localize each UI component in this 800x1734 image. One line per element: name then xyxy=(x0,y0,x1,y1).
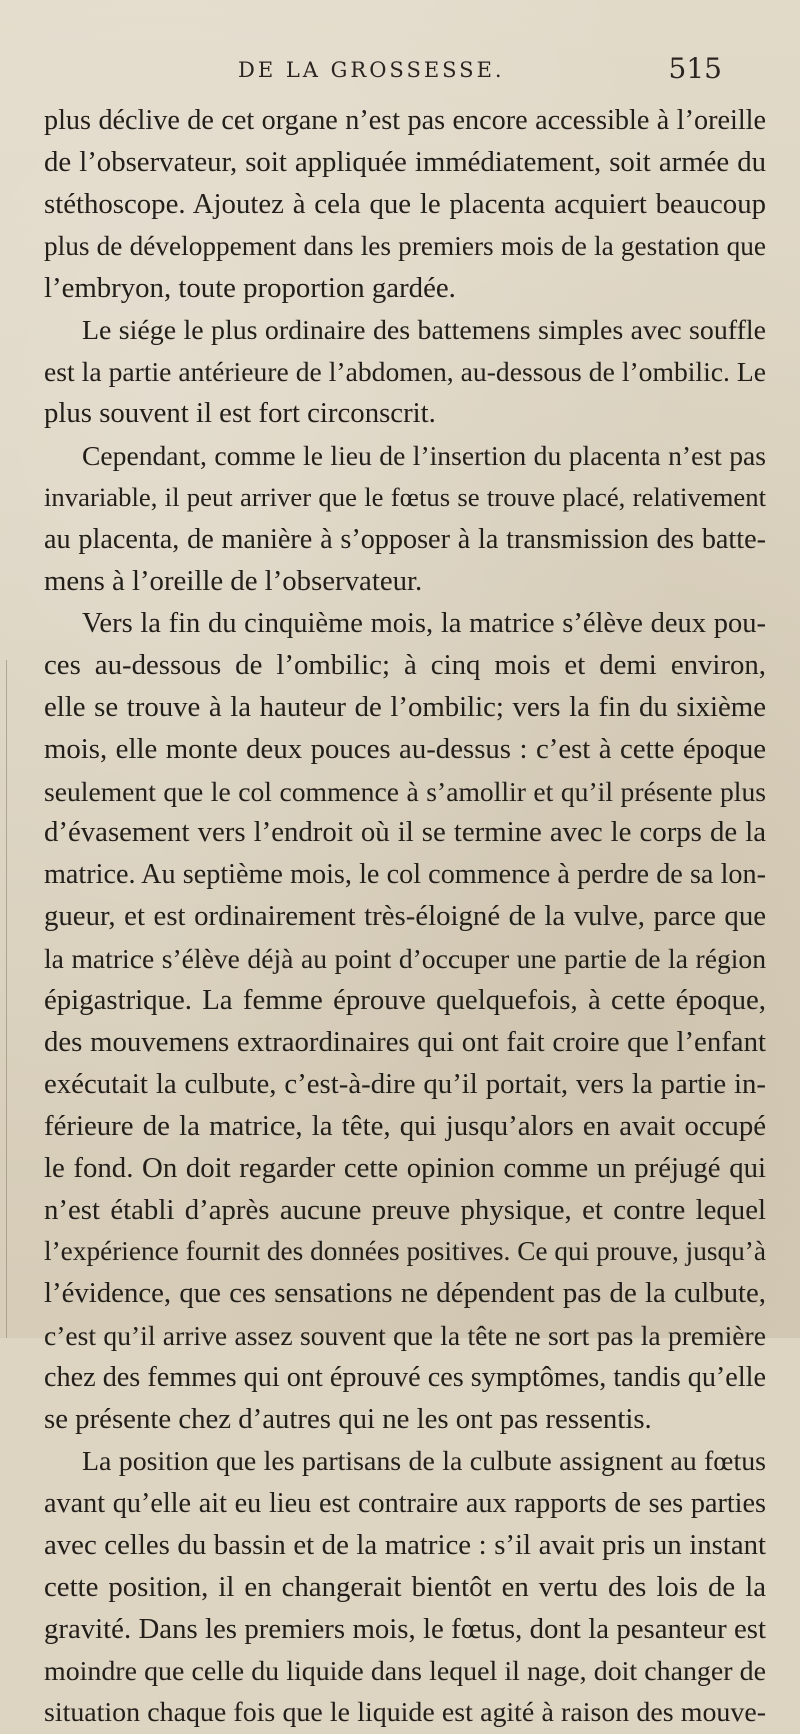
text-line: n’est établi d’après aucune preuve physique, et contre lequel xyxy=(44,1193,766,1226)
text-line: le fond. On doit regarder cette opinion comme un préjugé qui xyxy=(44,1151,766,1184)
text-line: Cependant, comme le lieu de l’insertion du placenta n’est pas xyxy=(82,440,766,472)
text-line: gueur, et est ordinairement très-éloigné de la vulve, parce que xyxy=(44,900,766,933)
text-line: La position que les partisans de la culbute assignent au fœtus xyxy=(82,1446,766,1477)
text-line: férieure de la matrice, la tête, qui jusqu’alors en avait occupé xyxy=(44,1109,766,1142)
text-line: Le siége le plus ordinaire des battemens simples avec souffle xyxy=(82,314,766,346)
text-line: seulement que le col commence à s’amollir et qu’il présente plus xyxy=(44,775,766,807)
text-line: elle se trouve à la hauteur de l’ombilic; vers la fin du sixième xyxy=(44,690,766,723)
text-line: Vers la fin du cinquième mois, la matrice s’élève deux pou- xyxy=(82,607,766,639)
text-line: au placenta, de manière à s’opposer à la transmission des batte- xyxy=(44,524,766,556)
body-text xyxy=(44,100,766,1734)
text-line: de l’observateur, soit appliquée immédiatement, soit armée du xyxy=(44,145,766,178)
text-line: des mouvemens extraordinaires qui ont fait croire que l’enfant xyxy=(44,1025,766,1058)
text-line: d’évasement vers l’endroit où il se termine avec le corps de la xyxy=(44,816,766,849)
text-line: plus souvent il est fort circonscrit. xyxy=(44,397,436,430)
text-line: chez des femmes qui ont éprouvé ces symptômes, tandis qu’elle xyxy=(44,1362,766,1394)
text-line: exécutait la culbute, c’est-à-dire qu’il portait, vers la partie in- xyxy=(44,1067,766,1100)
page-edge xyxy=(0,660,7,1338)
page-header xyxy=(0,52,800,92)
text-line: l’embryon, toute proportion gardée. xyxy=(44,271,456,304)
text-line: l’évidence, que ces sensations ne dépendent pas de la culbute, xyxy=(44,1277,766,1310)
text-line: avant qu’elle ait eu lieu est contraire aux rapports de ses parties xyxy=(44,1487,766,1519)
text-line: mens à l’oreille de l’observateur. xyxy=(44,564,423,597)
page-number: 515 xyxy=(668,52,722,85)
text-line: moindre que celle du liquide dans lequel il nage, doit changer de xyxy=(44,1655,766,1687)
text-line: situation chaque fois que le liquide est agité à raison des mouve- xyxy=(44,1697,766,1729)
text-line: se présente chez d’autres qui ne les ont pas ressentis. xyxy=(44,1403,652,1436)
text-line: l’expérience fournit des données positives. Ce qui prouve, jusqu’à xyxy=(44,1236,766,1267)
text-line: gravité. Dans les premiers mois, le fœtus, dont la pesanteur est xyxy=(44,1612,766,1645)
text-line: plus déclive de cet organe n’est pas encore accessible à l’oreille xyxy=(44,105,766,136)
text-line: est la partie antérieure de l’abdomen, au-dessous de l’ombilic. Le xyxy=(44,356,766,388)
text-line: invariable, il peut arriver que le fœtus se trouve placé, relativement xyxy=(44,482,766,513)
text-line: mois, elle monte deux pouces au-dessus : c’est à cette époque xyxy=(44,732,766,765)
text-line: c’est qu’il arrive assez souvent que la tête ne sort pas la première xyxy=(44,1320,766,1352)
text-line: stéthoscope. Ajoutez à cela que le placenta acquiert beaucoup xyxy=(44,187,766,220)
text-line: la matrice s’élève déjà au point d’occuper une partie de la région xyxy=(44,943,766,975)
text-line: matrice. Au septième mois, le col commence à perdre de sa lon- xyxy=(44,859,766,891)
running-title: DE LA GROSSESSE. xyxy=(238,58,505,82)
text-line: épigastrique. La femme éprouve quelquefois, à cette époque, xyxy=(44,984,766,1017)
text-line: avec celles du bassin et de la matrice : s’il avait pris un instant xyxy=(44,1528,766,1561)
text-line: ces au-dessous de l’ombilic; à cinq mois et demi environ, xyxy=(44,648,766,681)
text-line: cette position, il en changerait bientôt en vertu des lois de la xyxy=(44,1570,766,1603)
text-line: plus de développement dans les premiers mois de la gestation que xyxy=(44,230,766,261)
